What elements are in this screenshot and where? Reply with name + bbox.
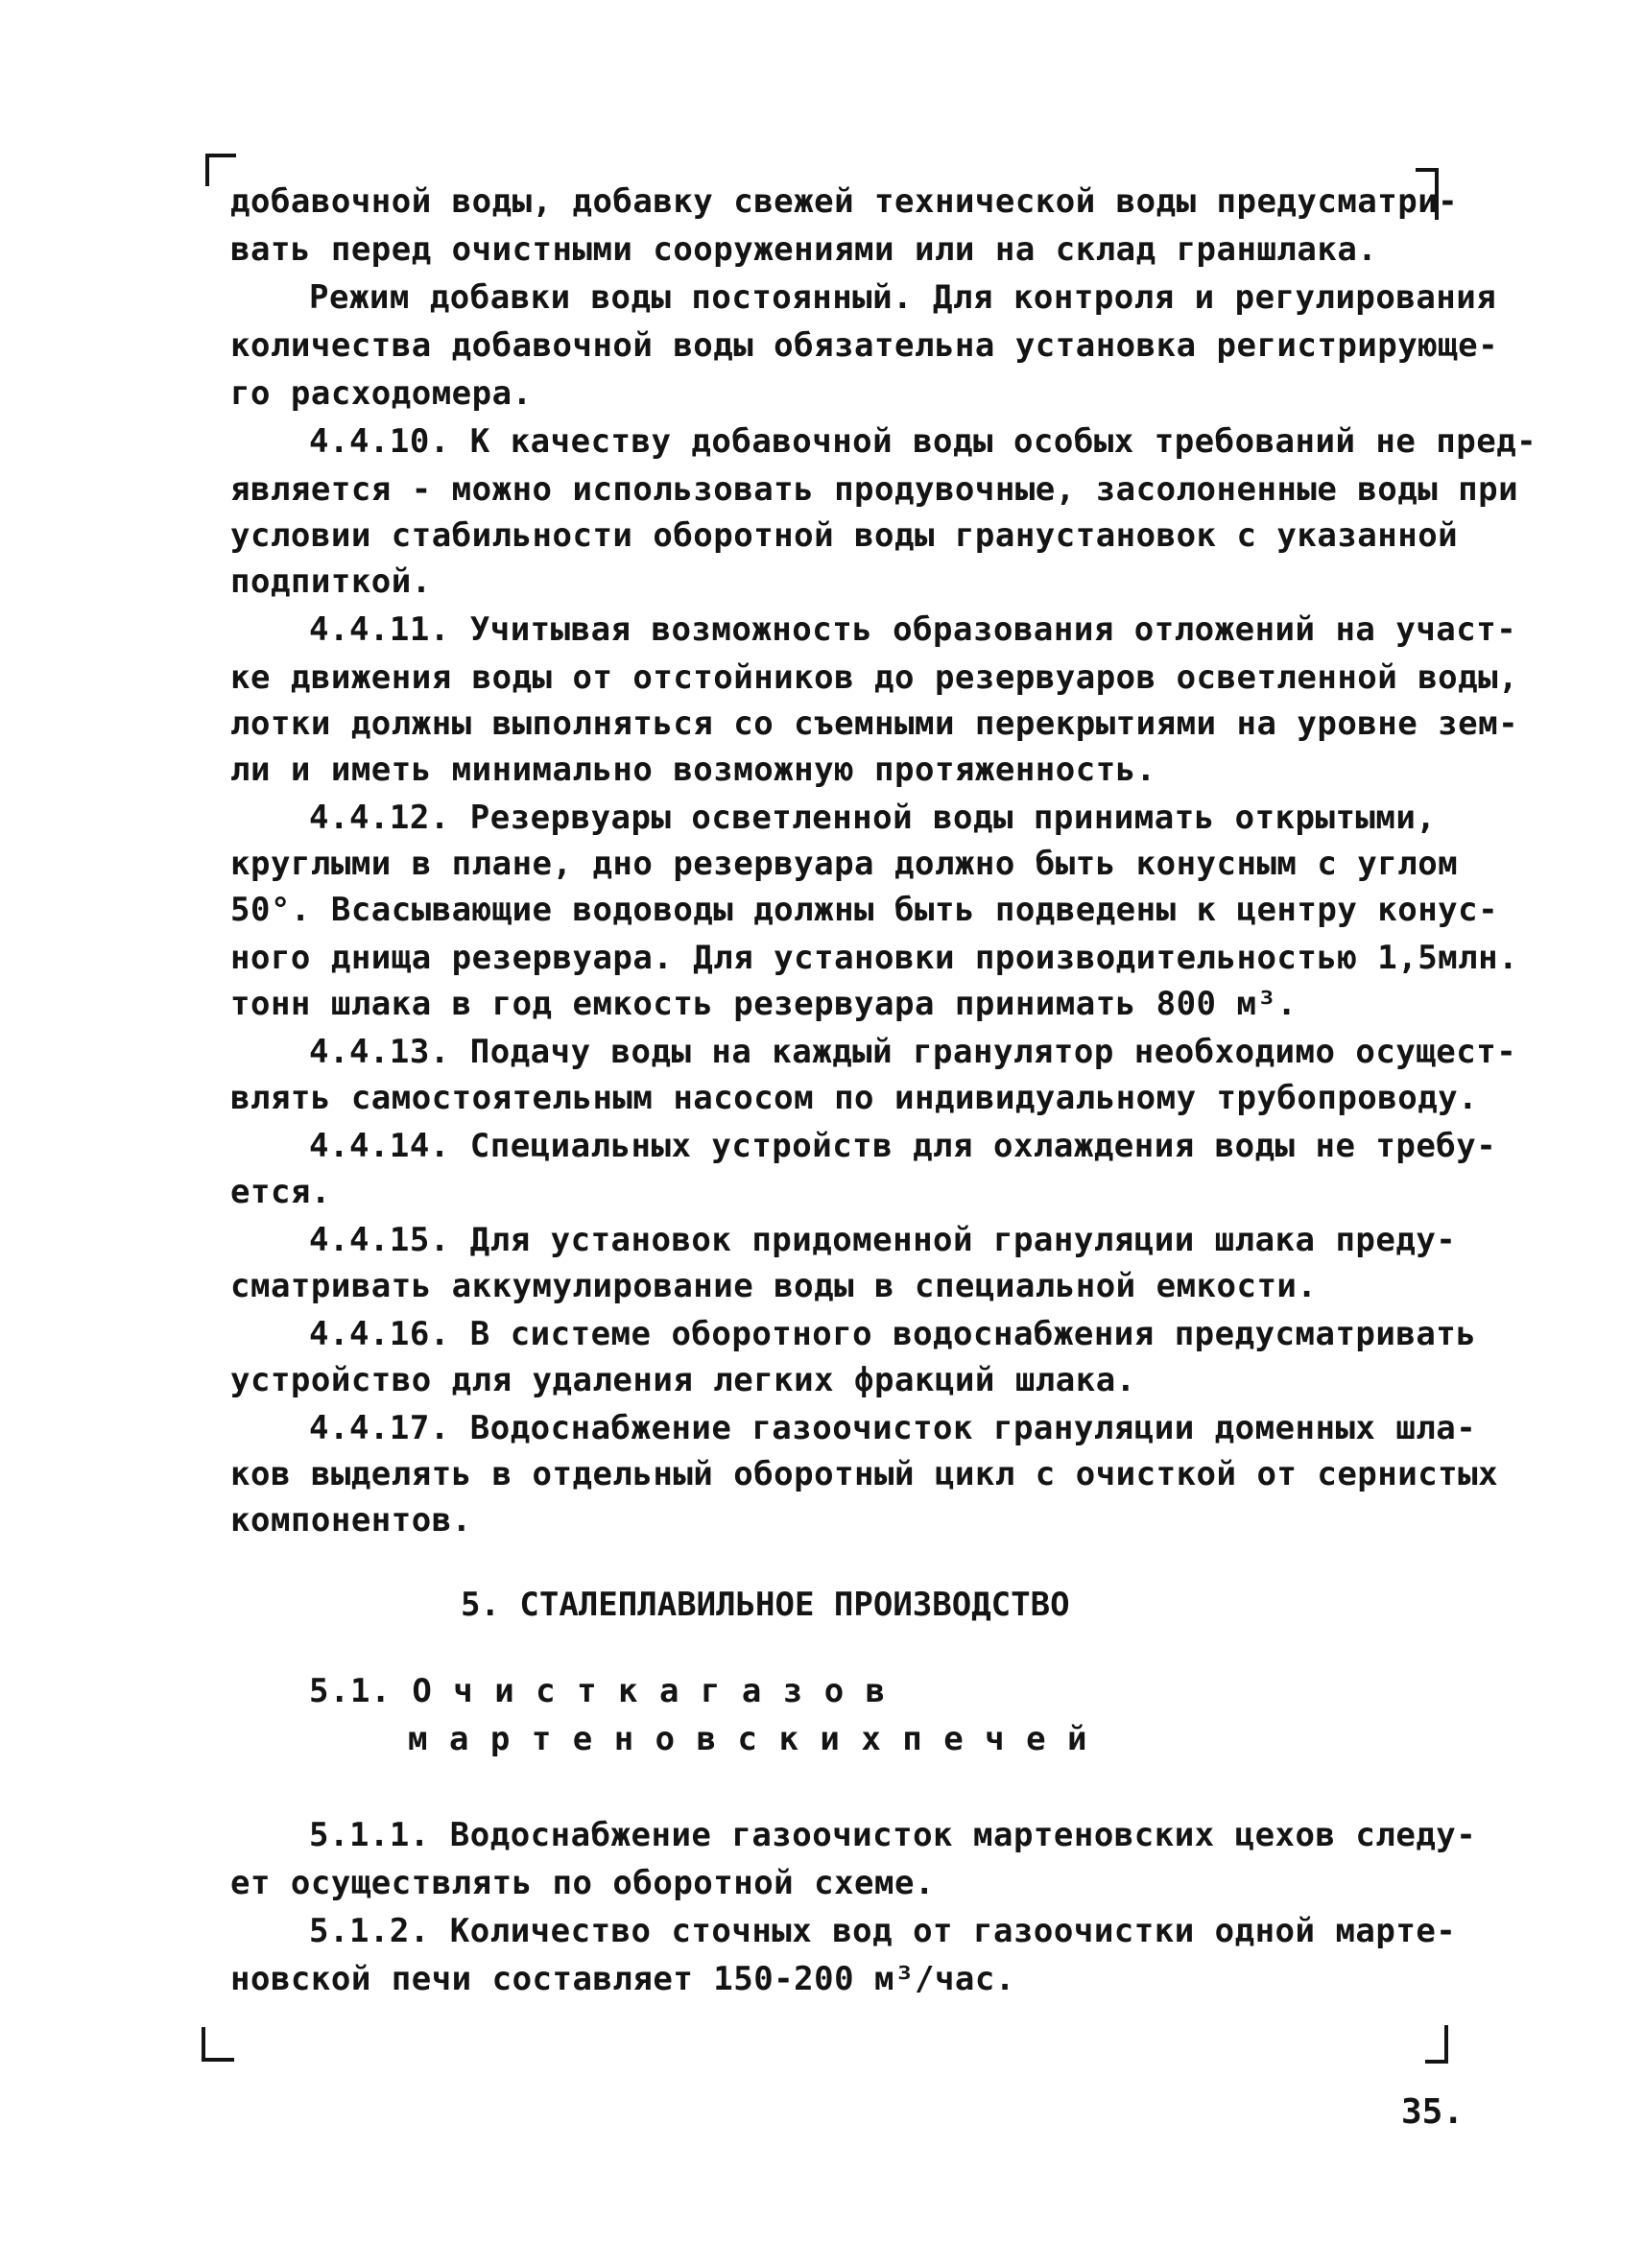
subsection-title-line2: м а р т е н о в с к и х п е ч е й bbox=[408, 1720, 1088, 1758]
crop-mark-top-left bbox=[205, 154, 236, 186]
text-line: сматривать аккумулирование воды в специальной емкости. bbox=[230, 1267, 1318, 1305]
text-line: устройство для удаления легких фракций шлака. bbox=[230, 1361, 1136, 1399]
text-line: го расходомера. bbox=[230, 374, 533, 413]
text-line: условии стабильности оборотной воды грануcтановок с указанной bbox=[230, 516, 1459, 555]
crop-mark-bottom-left bbox=[202, 2027, 234, 2062]
text-line: 5.1.2. Количество сточных вод от газоочистки одной марте- bbox=[309, 1912, 1457, 1950]
text-line: 4.4.15. Для установок придоменной грануляции шлака преду- bbox=[309, 1221, 1457, 1259]
page-number: 35. bbox=[1401, 2092, 1465, 2132]
text-line: 4.4.16. В системе оборотного водоснабжения предусматривать bbox=[309, 1315, 1477, 1353]
text-line: ного днища резервуара. Для установки производительностью 1,5млн. bbox=[230, 939, 1519, 977]
text-line: ке движения воды от отстойников до резервуаров осветленной воды, bbox=[230, 658, 1519, 697]
text-line: 5.1.1. Водоснабжение газоочисток мартеновских цехов следу- bbox=[309, 1816, 1477, 1854]
text-line: добавочной воды, добавку свежей технической воды предусматри- bbox=[230, 182, 1459, 221]
text-line: является - можно использовать продувочные, засолоненные воды при bbox=[230, 470, 1519, 509]
text-line: влять самостоятельным насосом по индивидуальному трубопроводу. bbox=[230, 1079, 1479, 1117]
subsection-title-line1: 5.1. О ч и с т к а г а з о в bbox=[309, 1672, 887, 1710]
section-heading: 5. СТАЛЕПЛАВИЛЬНОЕ ПРОИЗВОДСТВО bbox=[461, 1586, 1070, 1624]
text-line: лотки должны выполняться со съемными перекрытиями на уровне зем- bbox=[230, 704, 1519, 743]
text-line: 4.4.13. Подачу воды на каждый гранулятор необходимо осущест- bbox=[309, 1033, 1517, 1071]
text-line: подпиткой. bbox=[230, 562, 432, 601]
text-line: 4.4.14. Специальных устройств для охлаждения воды не требу- bbox=[309, 1127, 1497, 1165]
text-line: 4.4.17. Водоснабжение газоочисток грануляции доменных шла- bbox=[309, 1409, 1477, 1447]
text-line: новской печи составляет 150-200 м³/час. bbox=[230, 1960, 1015, 1998]
text-line: ет осуществлять по оборотной схеме. bbox=[230, 1864, 935, 1902]
text-line: 4.4.11. Учитывая возможность образования отложений на участ- bbox=[309, 610, 1517, 649]
text-line: вать перед очистными сооружениями или на склад граншлака. bbox=[230, 230, 1378, 269]
text-line: компонентов. bbox=[230, 1501, 472, 1540]
text-line: ется. bbox=[230, 1173, 331, 1211]
text-line: 50°. Всасывающие водоводы должны быть подведены к центру конус- bbox=[230, 891, 1499, 929]
text-line: количества добавочной воды обязательна установка регистрирующе- bbox=[230, 326, 1499, 365]
text-line: 4.4.10. К качеству добавочной воды особых требований не пред- bbox=[309, 422, 1537, 461]
text-line: ков выделять в отдельный оборотный цикл с очисткой от сернистых bbox=[230, 1455, 1499, 1493]
text-line: Режим добавки воды постоянный. Для контроля и регулирования bbox=[309, 278, 1497, 317]
text-line: 4.4.12. Резервуары осветленной воды принимать открытыми, bbox=[309, 799, 1437, 837]
text-line: ли и иметь минимально возможную протяженность. bbox=[230, 751, 1156, 789]
text-line: тонн шлака в год емкость резервуара принимать 800 м³. bbox=[230, 985, 1298, 1023]
text-line: круглыми в плане, дно резервуара должно быть конусным с углом bbox=[230, 845, 1459, 883]
crop-mark-bottom-right bbox=[1425, 2025, 1448, 2064]
